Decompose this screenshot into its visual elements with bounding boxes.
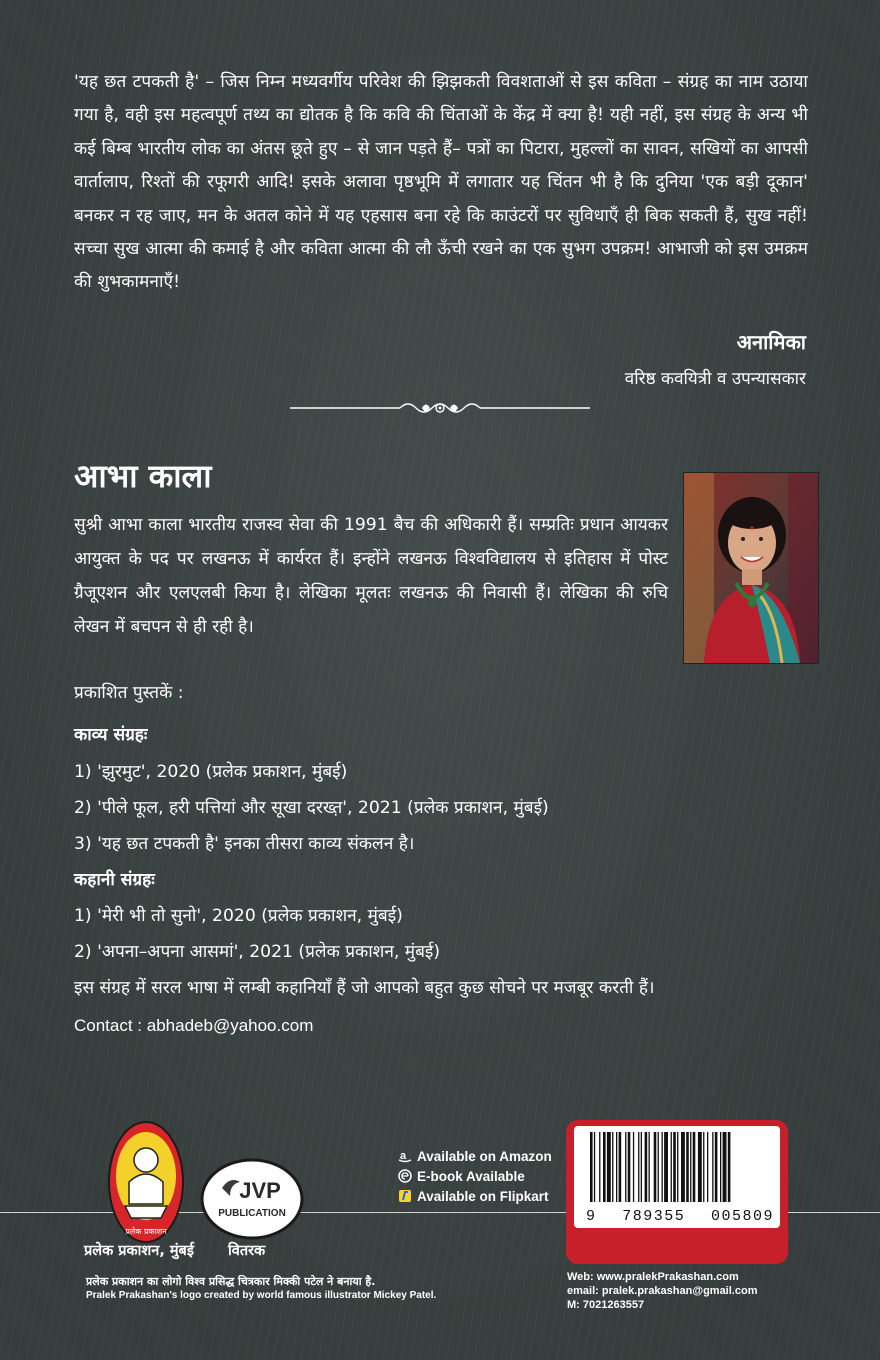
barcode-bar <box>649 1132 650 1202</box>
availability-list <box>398 1146 552 1206</box>
ebook-icon <box>398 1169 412 1183</box>
pralek-prakashan-logo <box>107 1120 185 1244</box>
poetry-collection-heading: काव्य संग्रहः <box>74 725 148 745</box>
barcode-bar <box>603 1132 606 1202</box>
barcode-bar <box>662 1132 663 1202</box>
barcode-bar <box>654 1132 657 1202</box>
barcode-bar <box>712 1132 713 1202</box>
availability-label: Available on Flipkart <box>417 1188 549 1204</box>
published-books-label: प्रकाशित पुस्तकें : <box>74 683 184 703</box>
barcode-bar <box>633 1132 634 1202</box>
jvp-logo-sub: PUBLICATION <box>218 1208 286 1219</box>
barcode-bar <box>703 1132 704 1202</box>
barcode-bar <box>677 1132 678 1202</box>
author-bio: सुश्री आभा काला भारतीय राजस्व सेवा की 1991 बैच की अधिकारी हैं। सम्प्रतिः प्रधान आयकर आयुक्त के पद पर लखनऊ में कार्यरत हैं। इन्होंने लखनऊ विश्वविद्यालय से इतिहास में पोस्ट ग्रैजूएशन और एलएलबी किया है। लेखिका मूलतः लखनऊ की निवासी हैं। लेखिका की रुचि लेखन में बचपन से ही रही है। <box>74 515 668 637</box>
isbn-digit-group: 9 <box>586 1208 597 1225</box>
barcode-bar <box>658 1132 659 1202</box>
barcode-bar <box>723 1132 727 1202</box>
isbn-digit-group: 005809 <box>710 1208 774 1225</box>
barcode-bar <box>628 1132 631 1202</box>
amazon-icon <box>398 1149 412 1163</box>
email-text: email: pralek.prakashan@gmail.com <box>567 1285 758 1297</box>
barcode-bar <box>698 1132 702 1202</box>
svg-text:a: a <box>400 1150 407 1162</box>
barcode-bar <box>664 1132 668 1202</box>
isbn-number <box>586 1208 774 1225</box>
list-item: 1) 'झुरमुट', 2020 (प्रलेक प्रकाशन, मुंबई) <box>74 762 348 782</box>
barcode-bar <box>641 1132 642 1202</box>
list-item: 3) 'यह छत टपकती है' इनका तीसरा काव्य संकलन है। <box>74 834 415 854</box>
list-item: 2) 'पीले फूल, हरी पत्तियां और सूखा दरख्त़', 2021 (प्रलेक प्रकाशन, मुंबई) <box>74 798 549 818</box>
barcode-bar <box>625 1132 626 1202</box>
barcode-bar <box>715 1132 718 1202</box>
distributor-label: वितरक <box>228 1243 266 1259</box>
jvp-logo-text: JVP <box>239 1178 281 1203</box>
barcode-area <box>574 1126 780 1228</box>
barcode-bar <box>638 1132 639 1202</box>
barcode-bar <box>607 1132 611 1202</box>
availability-label: Available on Amazon <box>417 1148 552 1164</box>
barcode-bar <box>612 1132 613 1202</box>
stories-note: इस संग्रह में सरल भाषा में लम्बी कहानियाँ हैं जो आपको बहुत कुछ सोचने पर मजबूर करती हैं। <box>74 978 655 998</box>
contact-email: Contact : abhadeb@yahoo.com <box>74 1016 314 1035</box>
review-author-name: अनामिका <box>736 330 806 354</box>
barcode-bar <box>616 1132 617 1202</box>
list-item: 1) 'मेरी भी तो सुनो', 2020 (प्रलेक प्रकाशन, मुंबई) <box>74 906 403 926</box>
logo-credit-english: Pralek Prakashan's logo created by world famous illustrator Mickey Patel. <box>86 1290 437 1301</box>
barcode-bar <box>619 1132 622 1202</box>
mobile-text: M: 7021263557 <box>567 1299 645 1311</box>
review-quote: 'यह छत टपकती है' – जिस निम्न मध्यवर्गीय परिवेश की झिझकती विवशताओं से इस कविता – संग्रह का नाम उठाया गया है, वही इस महत्वपूर्ण तथ्य का द्योतक है कि कवि की चिंताओं के केंद्र में क्या है! यही नहीं, इस संग्रह के अन्य भी कई बिम्ब भारतीय लोक का अंतस छूते हुए – से जान पड़ते हैं– पत्रों का पिटारा, मुहल्लों का सावन, सखियों का आपसी वार्तालाप, रिश्तों की रफूगरी आदि! इसके अलावा पृष्ठभूमि में लगातार यह चिंतन भी है कि दुनिया 'एक बड़ी दूकान' बनकर न रह जाए, मन के अतल कोने में यह एहसास बना रहे कि काउंटरों पर सुविधाएँ ही बिक सकती हैं, सुख नहीं! सच्चा सुख आत्मा की कमाई है और कविता आत्मा की लौ ऊँची रखने का एक सुभग उपक्रम! आभाजी को इस उमक्रम की शुभकामनाएँ! <box>74 72 808 293</box>
availability-amazon <box>398 1146 552 1166</box>
publisher-label: प्रलेक प्रकाशन, मुंबई <box>84 1243 194 1259</box>
flipkart-icon <box>398 1189 412 1203</box>
barcode-bar <box>686 1132 689 1202</box>
barcode-bar <box>671 1132 672 1202</box>
availability-flipkart <box>398 1186 552 1206</box>
isbn-digit-group: 789355 <box>622 1208 686 1225</box>
barcode-bar <box>645 1132 648 1202</box>
jvp-publication-logo <box>200 1158 304 1240</box>
barcode-bar <box>693 1132 696 1202</box>
website-text: Web: www.pralekPrakashan.com <box>567 1271 739 1283</box>
barcode-bar <box>673 1132 676 1202</box>
barcode-bar <box>720 1132 721 1202</box>
publisher-contact-info <box>567 1270 757 1312</box>
availability-ebook <box>398 1166 552 1186</box>
logo-text: प्रलेक प्रकाशन <box>125 1227 167 1236</box>
barcode-bar <box>594 1132 595 1202</box>
barcode-bar <box>707 1132 708 1202</box>
story-collection-heading: कहानी संग्रहः <box>74 870 155 890</box>
isbn-barcode <box>566 1120 788 1264</box>
author-photo <box>683 472 819 664</box>
availability-label: E-book Available <box>417 1168 525 1184</box>
barcode-bar <box>690 1132 691 1202</box>
barcode-bar <box>681 1132 685 1202</box>
barcode-bar <box>599 1132 600 1202</box>
list-item: 2) 'अपना–अपना आसमां', 2021 (प्रलेक प्रकाशन, मुंबई) <box>74 942 441 962</box>
logo-credit-hindi: प्रलेक प्रकाशन का लोगो विश्व प्रसिद्ध चित्रकार मिक्की पटेल ने बनाया है. <box>86 1275 376 1288</box>
author-name: आभा काला <box>74 457 212 495</box>
barcode-bars <box>574 1130 780 1210</box>
barcode-bar <box>728 1132 731 1202</box>
ornament-divider <box>290 395 590 421</box>
barcode-bar <box>590 1132 593 1202</box>
review-author-role: वरिष्ठ कवयित्री व उपन्यासकार <box>624 369 806 389</box>
